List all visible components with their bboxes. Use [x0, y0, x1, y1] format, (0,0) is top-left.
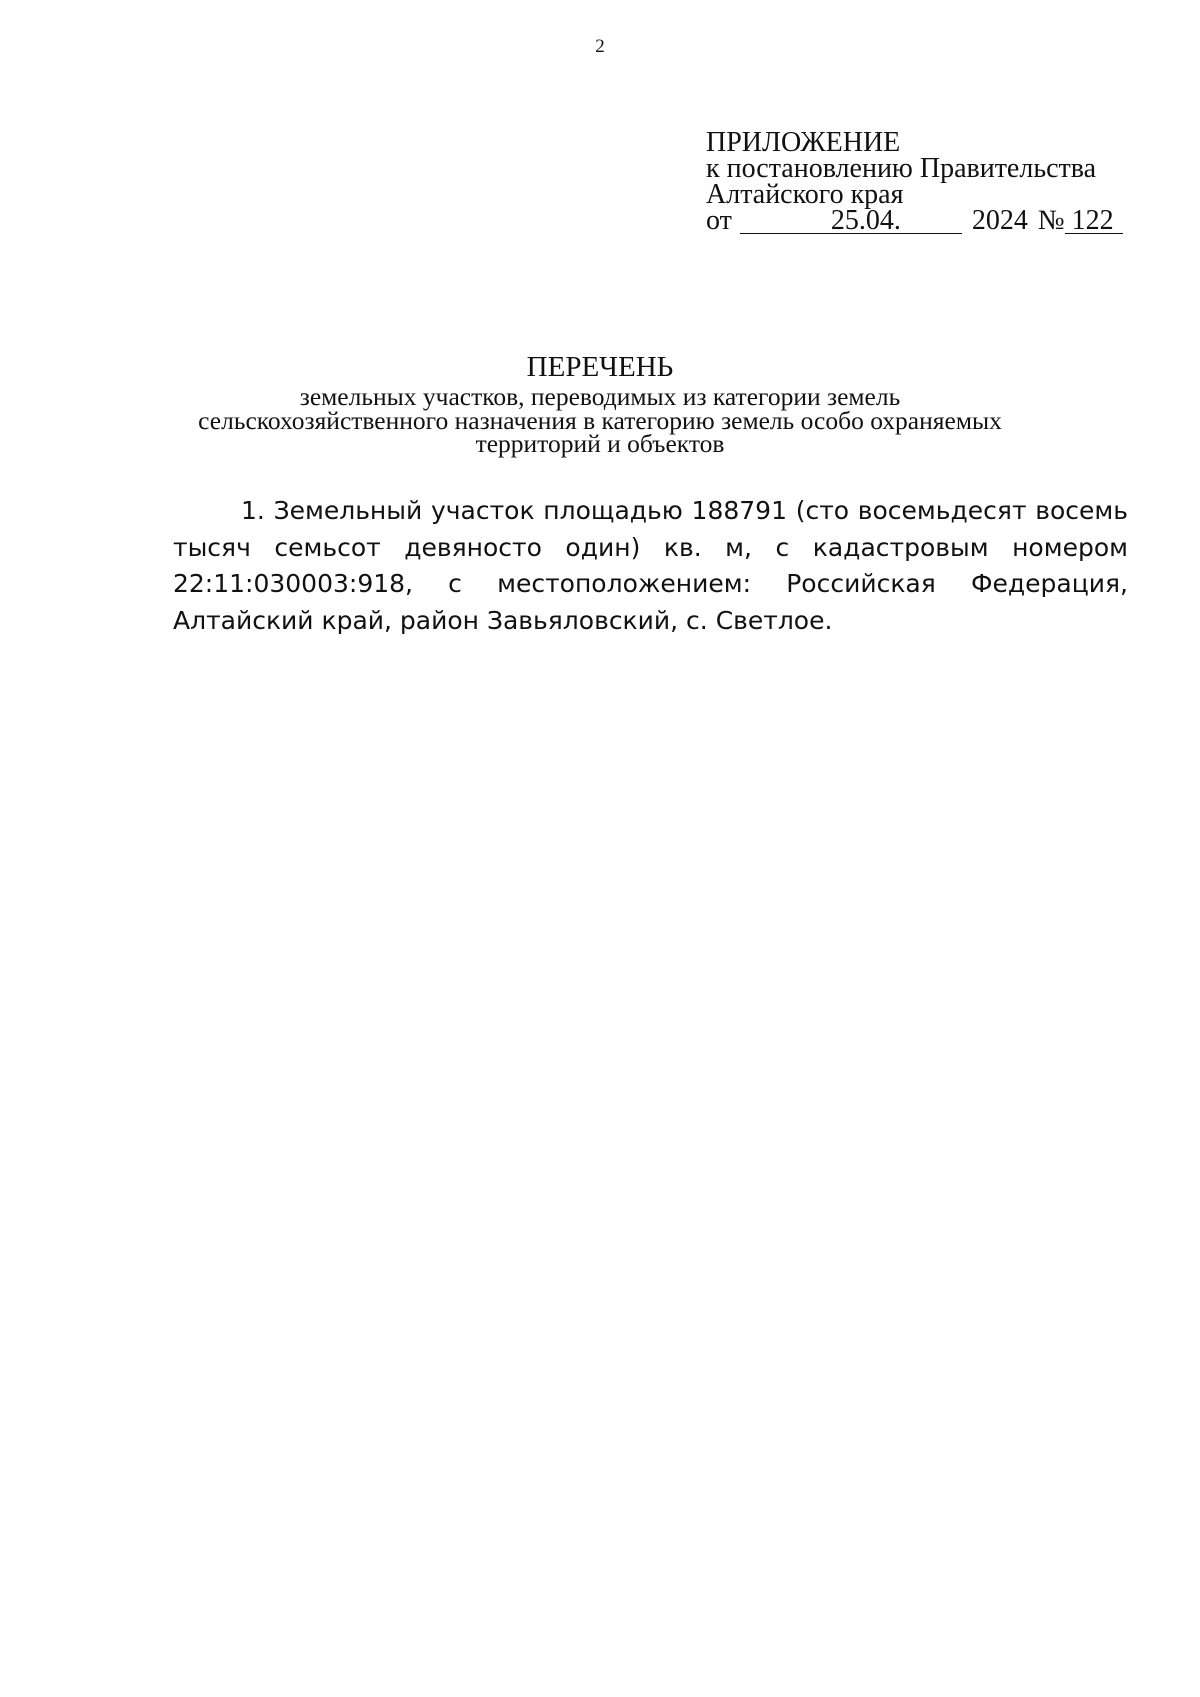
appendix-resolution-line: к постановлению Правительства: [706, 153, 1097, 184]
subtitle-line-3: территорий и объектов: [475, 429, 725, 458]
appendix-heading: ПРИЛОЖЕНИЕ: [706, 127, 901, 158]
appendix-date-line: [706, 205, 1123, 236]
document-title: ПЕРЕЧЕНЬ: [526, 351, 674, 383]
resolution-number: 122: [1065, 209, 1123, 234]
page-number: 2: [595, 36, 605, 57]
resolution-year: 2024: [971, 205, 1028, 236]
document-subtitle: [150, 382, 1050, 458]
appendix-block: [706, 127, 1123, 236]
from-label: от: [706, 205, 732, 236]
subtitle-line-2: сельскохозяйственного назначения в категорию земель особо охраняемых: [198, 405, 1002, 435]
resolution-date: 25.04.: [740, 209, 962, 234]
number-label: №: [1037, 205, 1065, 236]
land-plot-item-text: 1. Земельный участок площадью 188791 (сто восемьдесят восемь тысяч семьсот девяносто один) кв. м, с кадастровым номером 22:11:030003:918, с местоположением: Российская Федерация, Алтайский край, район Завьяловский, с. Светлое.: [173, 496, 1128, 635]
appendix-region-line: Алтайского края: [706, 179, 904, 210]
land-plot-item: [173, 493, 1128, 639]
subtitle-line-1: земельных участков, переводимых из категории земель: [299, 382, 901, 411]
